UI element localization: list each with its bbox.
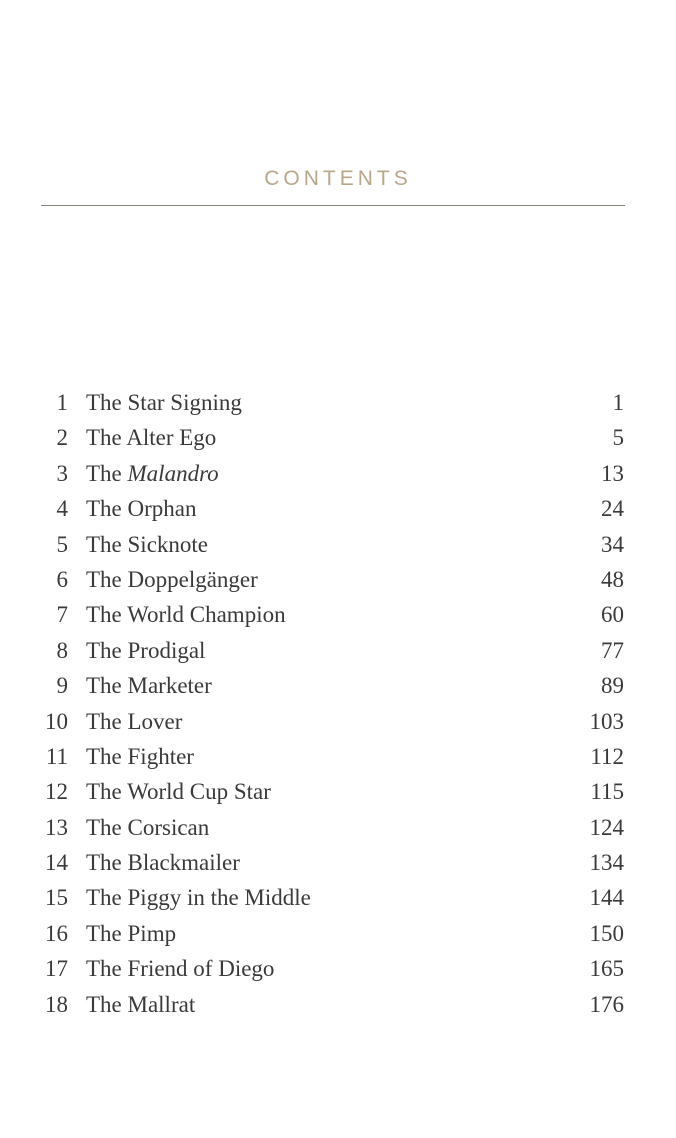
page-number: 24 [601, 496, 624, 522]
chapter-title [86, 704, 182, 739]
page-number: 150 [589, 920, 624, 946]
page-number: 5 [612, 425, 624, 451]
chapter-number: 6 [56, 566, 68, 592]
toc-entry[interactable] [0, 810, 676, 845]
chapter-number: 3 [56, 460, 68, 486]
page-number: 77 [601, 637, 624, 663]
contents-heading: CONTENTS [264, 167, 412, 190]
page-number: 103 [589, 708, 624, 734]
chapter-title [86, 810, 209, 845]
page-number: 124 [589, 814, 624, 840]
toc-entry[interactable] [0, 597, 676, 632]
chapter-number: 14 [45, 850, 68, 876]
toc-entry[interactable] [0, 845, 676, 880]
chapter-title-text: The World Champion [86, 602, 286, 628]
chapter-number: 17 [45, 956, 68, 982]
chapter-number: 7 [56, 602, 68, 628]
page-number: 1 [612, 390, 624, 415]
chapter-number: 16 [45, 920, 68, 946]
table-of-contents [0, 385, 676, 1022]
chapter-title-text: The Sicknote [86, 531, 208, 557]
chapter-title [86, 385, 242, 420]
chapter-title [86, 633, 205, 668]
chapter-title-text: The Marketer [86, 673, 212, 699]
page-number: 165 [589, 956, 624, 982]
toc-entry[interactable] [0, 880, 676, 915]
chapter-title-italic: Malandro [127, 460, 219, 486]
chapter-title-text: The [86, 460, 128, 486]
toc-entry[interactable] [0, 987, 676, 1022]
toc-entry[interactable] [0, 385, 676, 420]
chapter-title-text: The Mallrat [86, 991, 196, 1017]
toc-entry[interactable] [0, 916, 676, 951]
chapter-title-text: The Pimp [86, 920, 177, 946]
chapter-number: 15 [45, 885, 68, 911]
chapter-title [86, 739, 194, 774]
page-number: 144 [589, 885, 624, 911]
chapter-title-text: The World Cup Star [86, 779, 271, 805]
toc-entry[interactable] [0, 668, 676, 703]
chapter-number: 13 [45, 814, 68, 840]
chapter-number: 8 [56, 637, 68, 663]
toc-entry[interactable] [0, 562, 676, 597]
chapter-title [86, 668, 212, 703]
chapter-title-text: The Corsican [86, 814, 210, 840]
toc-entry[interactable] [0, 739, 676, 774]
toc-entry[interactable] [0, 951, 676, 986]
chapter-number: 9 [56, 673, 68, 699]
page-number: 134 [589, 850, 624, 876]
chapter-title [86, 491, 197, 526]
chapter-number: 18 [45, 991, 68, 1017]
toc-entry[interactable] [0, 774, 676, 809]
chapter-title [86, 987, 195, 1022]
page-number: 115 [590, 779, 624, 805]
chapter-number: 4 [56, 496, 68, 522]
chapter-number: 2 [56, 425, 68, 451]
chapter-title [86, 774, 271, 809]
chapter-title-text: The Piggy in the Middle [86, 885, 311, 911]
page-number: 13 [601, 460, 624, 486]
chapter-title [86, 420, 216, 455]
chapter-title-text: The Blackmailer [86, 850, 240, 876]
chapter-title-text: The Orphan [86, 496, 197, 522]
chapter-title [86, 951, 274, 986]
toc-entry[interactable] [0, 633, 676, 668]
page-number: 48 [601, 566, 624, 592]
toc-entry[interactable] [0, 456, 676, 491]
chapter-title [86, 562, 258, 597]
chapter-title [86, 597, 286, 632]
chapter-title-text: The Fighter [86, 743, 194, 769]
heading-divider [41, 205, 625, 206]
chapter-number: 12 [45, 779, 68, 805]
page-number: 89 [601, 673, 624, 699]
chapter-title-text: The Lover [86, 708, 183, 734]
chapter-title-text: The Prodigal [86, 637, 206, 663]
page-number: 60 [601, 602, 624, 628]
chapter-title-text: The Alter Ego [86, 425, 217, 451]
chapter-title [86, 456, 219, 491]
chapter-title-text: The Doppelgänger [86, 566, 258, 592]
chapter-title [86, 880, 311, 915]
toc-entry[interactable] [0, 420, 676, 455]
page-number: 34 [601, 531, 624, 557]
chapter-title [86, 916, 176, 951]
chapter-title-text: The Star Signing [86, 390, 242, 415]
page-number: 176 [589, 991, 624, 1017]
toc-entry[interactable] [0, 491, 676, 526]
page-number: 112 [590, 743, 624, 769]
chapter-number: 1 [56, 390, 68, 415]
chapter-title [86, 845, 240, 880]
toc-entry[interactable] [0, 527, 676, 562]
chapter-number: 5 [56, 531, 68, 557]
chapter-number: 11 [45, 743, 68, 769]
chapter-number: 10 [45, 708, 68, 734]
chapter-title [86, 527, 208, 562]
toc-entry[interactable] [0, 704, 676, 739]
chapter-title-text: The Friend of Diego [86, 956, 275, 982]
